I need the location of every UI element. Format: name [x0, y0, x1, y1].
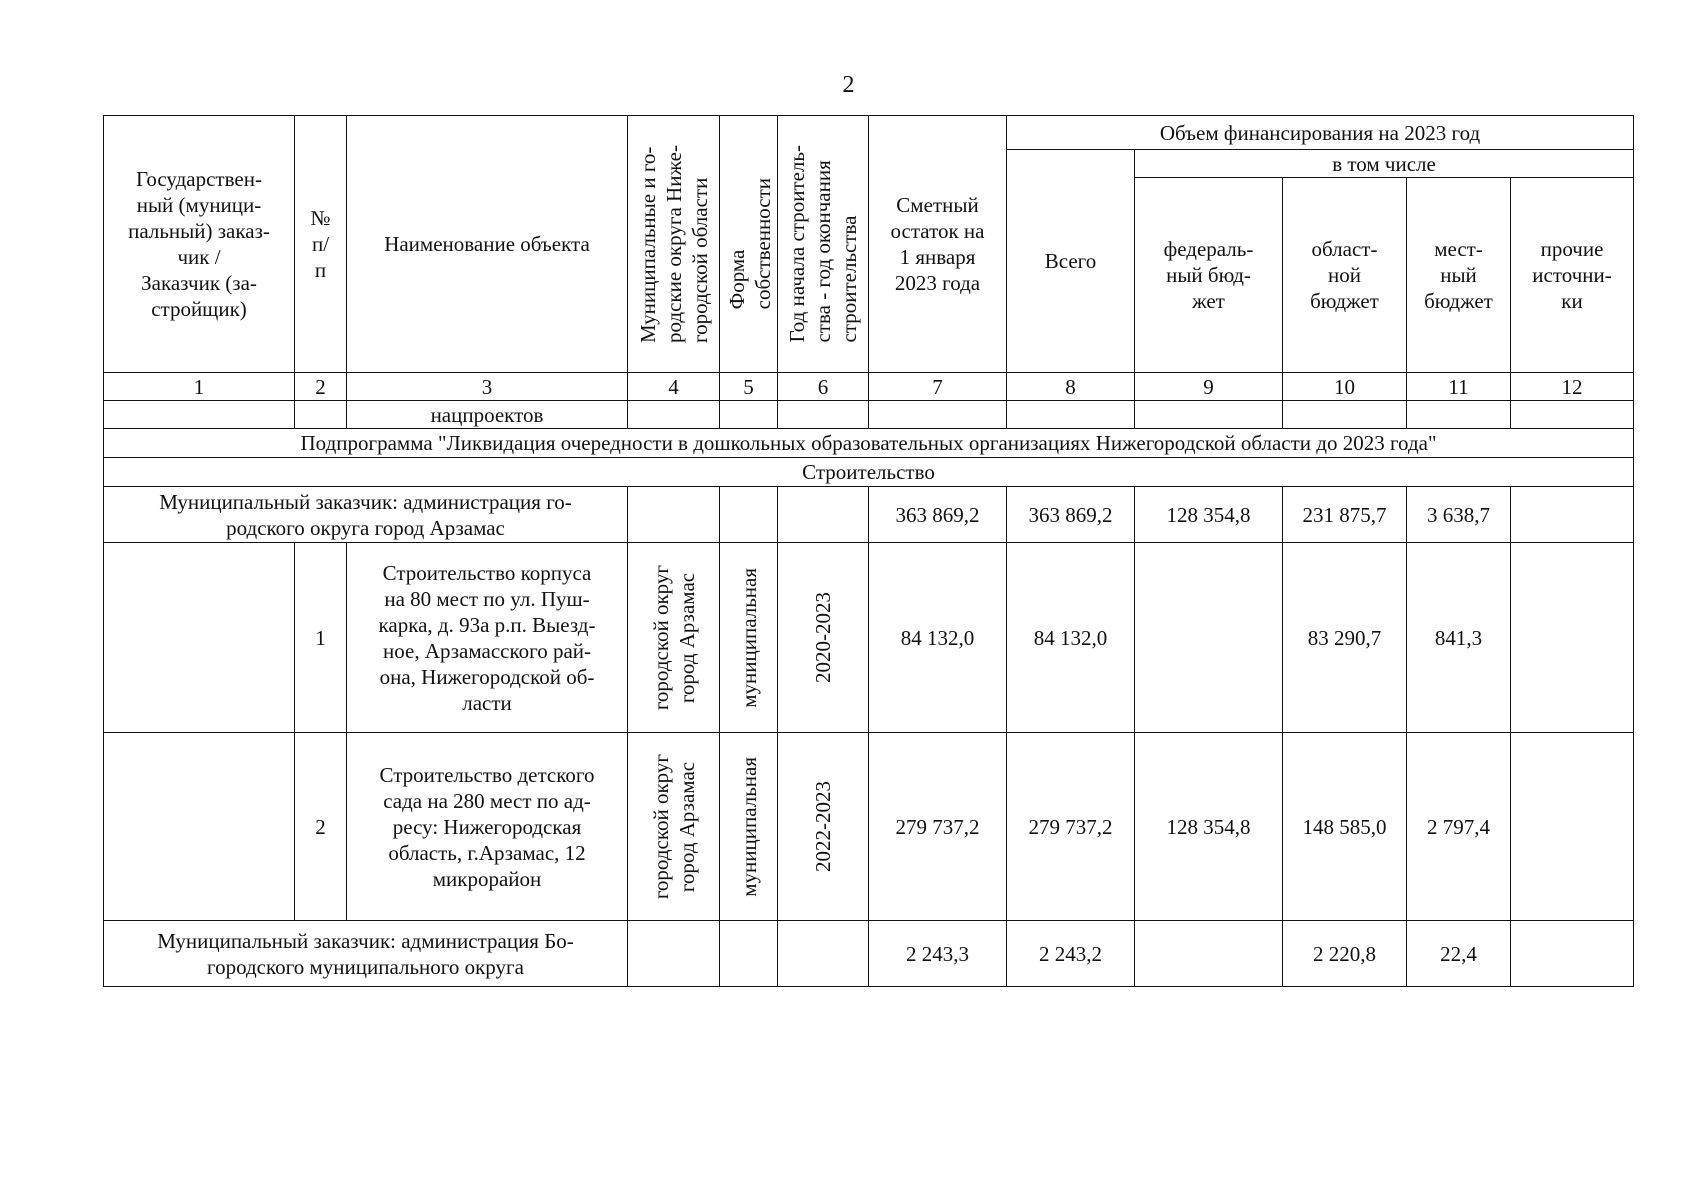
cell-total: 84 132,0: [1007, 543, 1135, 733]
cell-federal: [1135, 921, 1283, 987]
cell-other: [1511, 487, 1634, 543]
cell-other: [1511, 733, 1634, 921]
cell-ownership: муниципальная: [720, 543, 778, 733]
cell-municipality: городской округ город Арзамас: [628, 733, 720, 921]
cell-years: 2022-2023: [778, 733, 869, 921]
cell-total: 2 243,2: [1007, 921, 1135, 987]
object-row: [104, 543, 1634, 733]
header-total: Всего: [1007, 150, 1135, 373]
header-including: в том числе: [1135, 150, 1634, 178]
cell-num: 2: [295, 733, 347, 921]
header-federal: федераль- ный бюд- жет: [1135, 178, 1283, 373]
cell-regional: 83 290,7: [1283, 543, 1407, 733]
header-other: прочие источни- ки: [1511, 178, 1634, 373]
subprogram-title: Подпрограмма "Ликвидация очередности в дошкольных образовательных организациях Нижегородской области до 2023 года": [104, 429, 1634, 458]
column-number: 10: [1283, 373, 1407, 401]
cell-regional: 148 585,0: [1283, 733, 1407, 921]
financing-table: [103, 115, 1634, 987]
object-row: [104, 733, 1634, 921]
cell-federal: 128 354,8: [1135, 733, 1283, 921]
cell-local: 3 638,7: [1407, 487, 1511, 543]
cell-num: 1: [295, 543, 347, 733]
continuation-row: [104, 401, 1634, 429]
column-number: 9: [1135, 373, 1283, 401]
column-number: 5: [720, 373, 778, 401]
column-number: 7: [869, 373, 1007, 401]
column-number: 4: [628, 373, 720, 401]
cell-regional: 2 220,8: [1283, 921, 1407, 987]
column-number: 2: [295, 373, 347, 401]
cell-federal: 128 354,8: [1135, 487, 1283, 543]
cell-balance: 363 869,2: [869, 487, 1007, 543]
column-numbers-row: [104, 373, 1634, 401]
subprogram-row: [104, 429, 1634, 458]
cell-regional: 231 875,7: [1283, 487, 1407, 543]
header-regional: област- ной бюджет: [1283, 178, 1407, 373]
cell-total: 363 869,2: [1007, 487, 1135, 543]
cell-ownership: муниципальная: [720, 733, 778, 921]
column-number: 3: [347, 373, 628, 401]
page-number: 2: [842, 72, 855, 98]
column-number: 6: [778, 373, 869, 401]
header-balance: Сметный остаток на 1 января 2023 года: [869, 116, 1007, 373]
header-row-1: [104, 116, 1634, 150]
cell-object-name: Строительство детского сада на 280 мест по ад- ресу: Нижегородская область, г.Арзамас, 12 микрорайон: [347, 733, 628, 921]
cell-municipality: городской округ город Арзамас: [628, 543, 720, 733]
header-years: Год начала строитель- ства - год окончания строительства: [778, 116, 869, 373]
cell-balance: 84 132,0: [869, 543, 1007, 733]
column-number: 12: [1511, 373, 1634, 401]
cell-local: 841,3: [1407, 543, 1511, 733]
cell-local: 2 797,4: [1407, 733, 1511, 921]
column-number: 8: [1007, 373, 1135, 401]
cell-years: 2020-2023: [778, 543, 869, 733]
cell-federal: [1135, 543, 1283, 733]
customer-row: [104, 487, 1634, 543]
cell-balance: 279 737,2: [869, 733, 1007, 921]
customer-name: Муниципальный заказчик: администрация Бо- городского муниципального округа: [104, 921, 628, 987]
cell-balance: 2 243,3: [869, 921, 1007, 987]
header-funding-group: Объем финансирования на 2023 год: [1007, 116, 1634, 150]
header-num: № п/ п: [295, 116, 347, 373]
continuation-text: нацпроектов: [347, 401, 628, 429]
header-object-name: Наименование объекта: [347, 116, 628, 373]
cell-other: [1511, 921, 1634, 987]
cell-total: 279 737,2: [1007, 733, 1135, 921]
cell-object-name: Строительство корпуса на 80 мест по ул. Пуш- карка, д. 93а р.п. Выезд- ное, Арзамасского рай- она, Нижегородской об- ласти: [347, 543, 628, 733]
header-ownership: Форма собственности: [720, 116, 778, 373]
section-row: [104, 458, 1634, 487]
header-local: мест- ный бюджет: [1407, 178, 1511, 373]
cell-other: [1511, 543, 1634, 733]
cell-local: 22,4: [1407, 921, 1511, 987]
column-number: 11: [1407, 373, 1511, 401]
customer-name: Муниципальный заказчик: администрация го- родского округа город Арзамас: [104, 487, 628, 543]
header-customer: Государствен- ный (муници- пальный) заказ- чик / Заказчик (за- стройщик): [104, 116, 295, 373]
header-municipality: Муниципальные и го- родские округа Ниже- городской области: [628, 116, 720, 373]
column-number: 1: [104, 373, 295, 401]
section-title: Строительство: [104, 458, 1634, 487]
customer-row: [104, 921, 1634, 987]
